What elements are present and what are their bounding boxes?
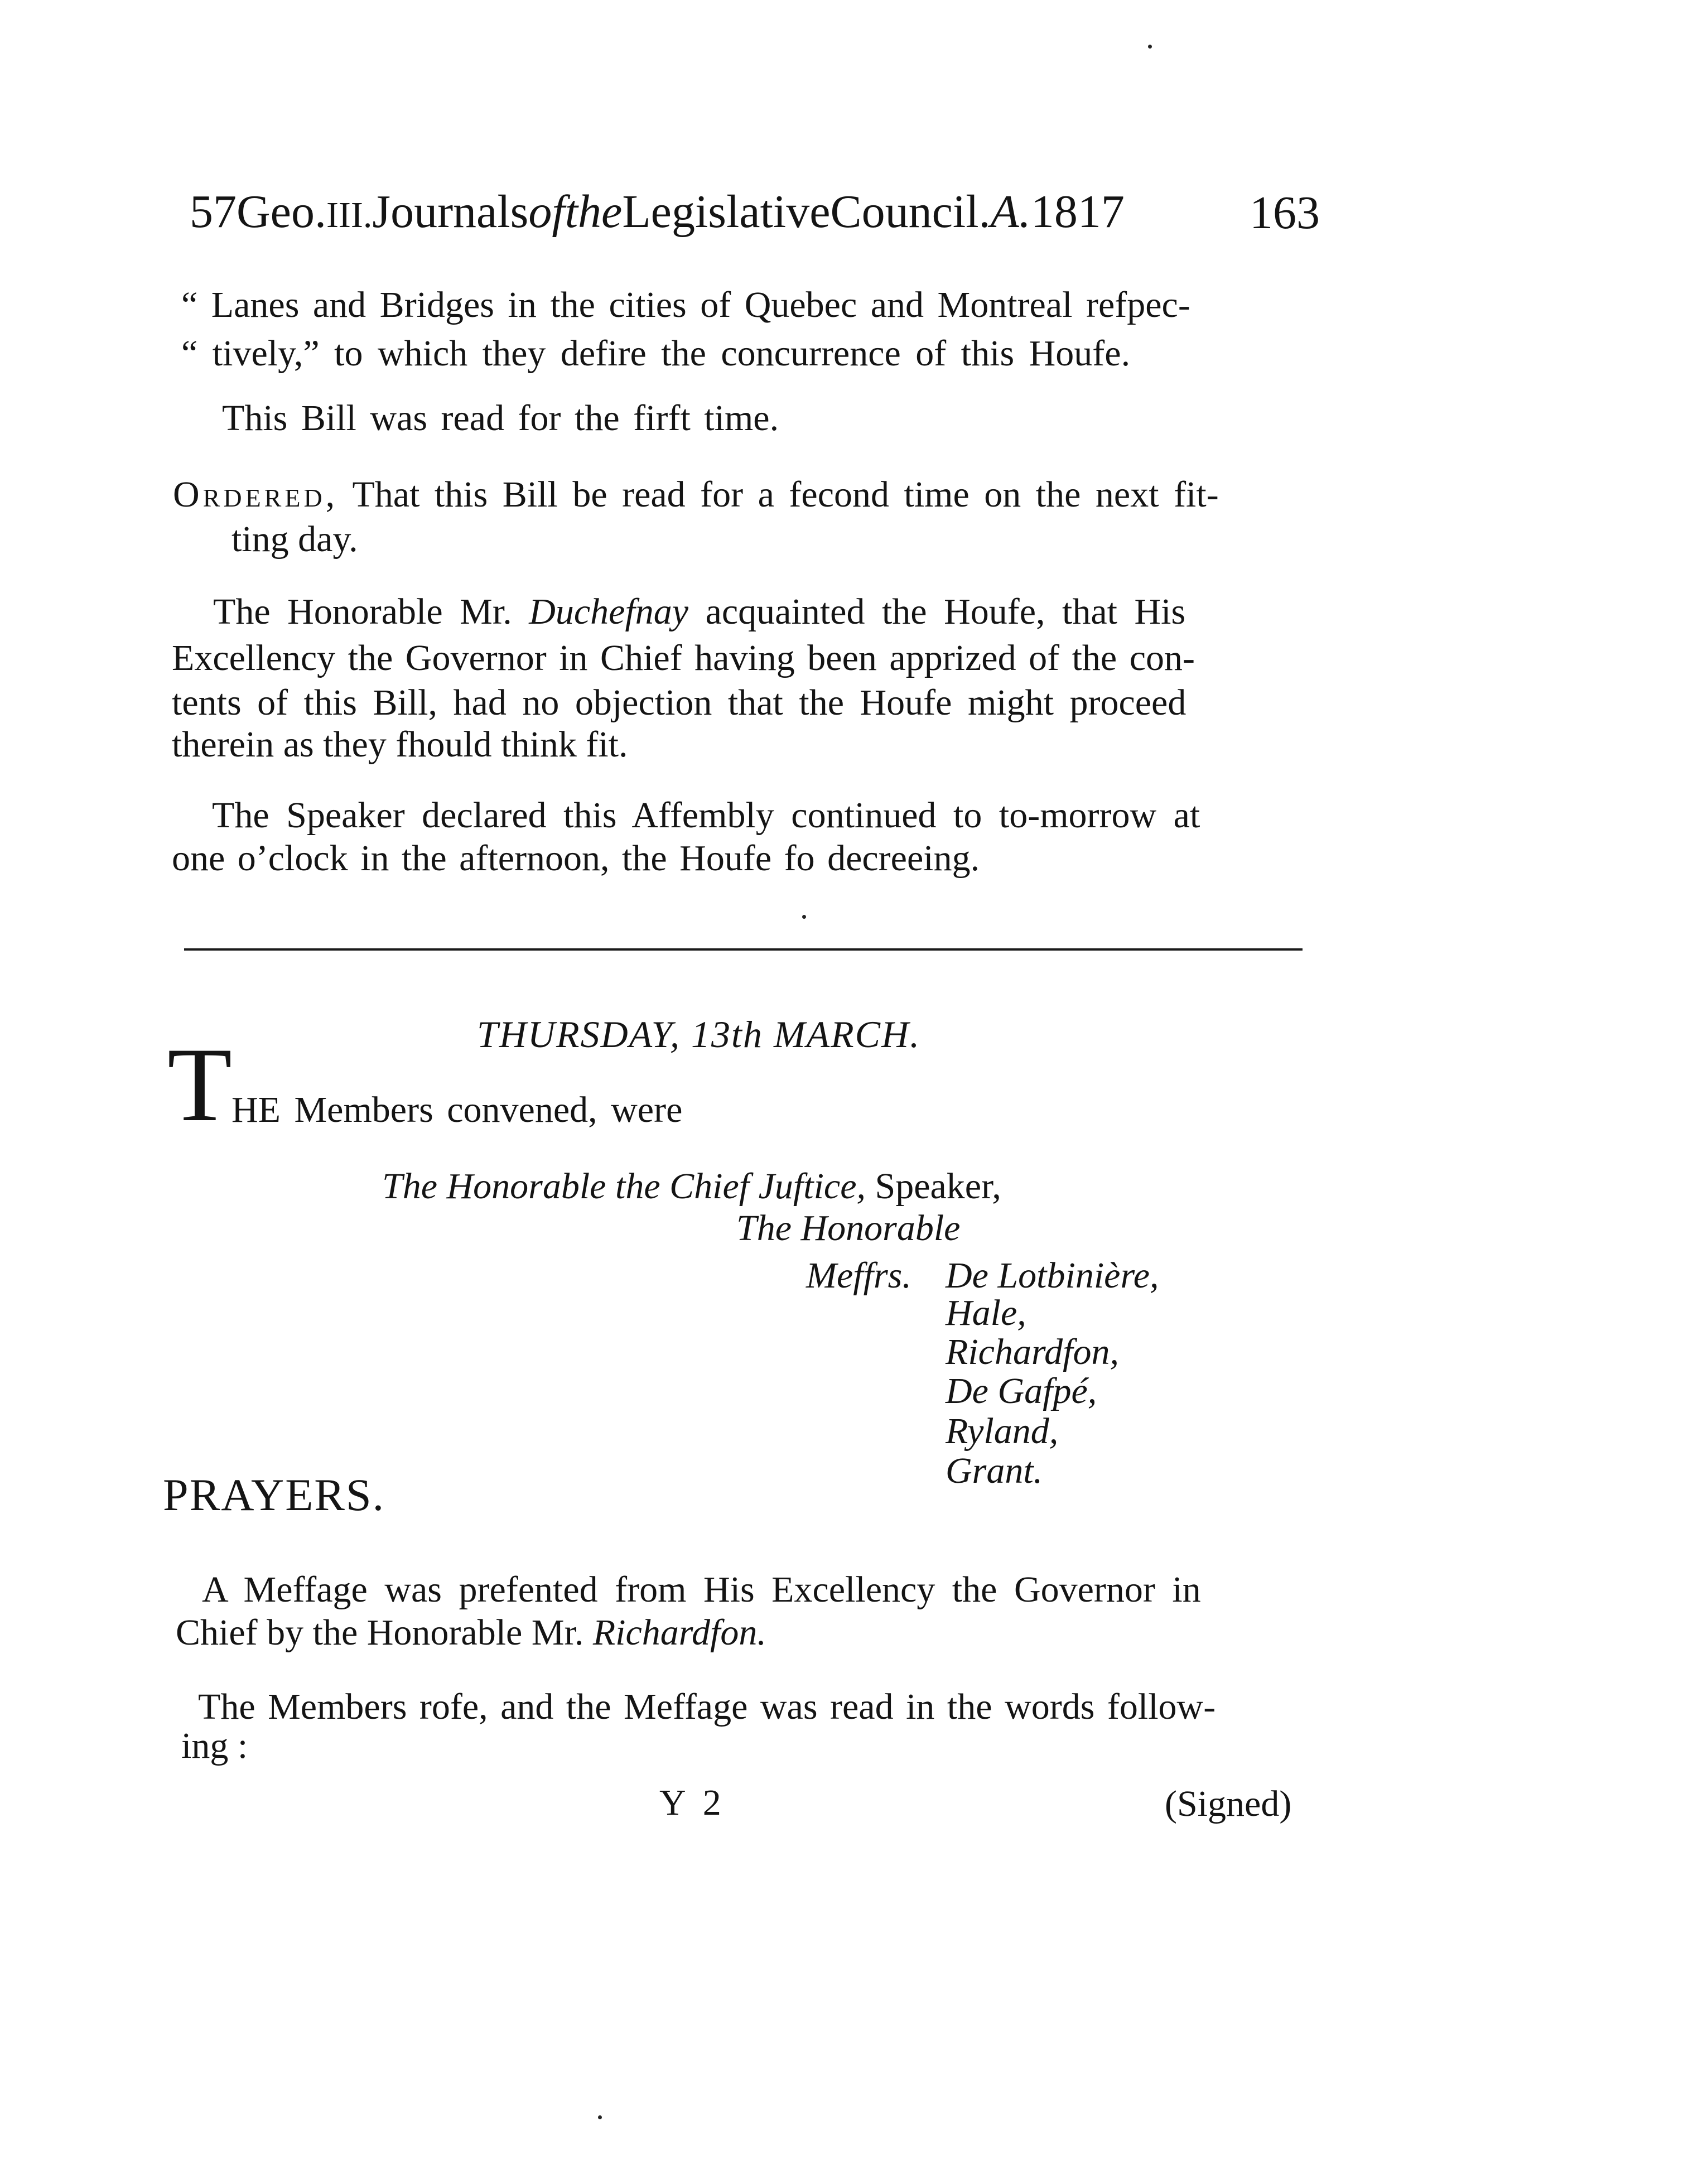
adjournment-line-1: The Speaker declared this Affembly continued to to-morrow at [212, 795, 1200, 836]
signature-mark: Y 2 [659, 1782, 726, 1823]
duchesnay-line-1-b: acquainted the Houfe, that His [705, 591, 1186, 632]
members-intro: HE Members convened, were [231, 1089, 683, 1130]
stray-mark [598, 2115, 602, 2119]
prayers-heading: PRAYERS. [163, 1469, 385, 1520]
header-of-the: ofthe [528, 186, 623, 238]
member-name: Richardfon, [946, 1332, 1120, 1372]
speaker-title: The Honorable the Chief Juftice, [382, 1166, 866, 1207]
member-name: Hale, [946, 1293, 1026, 1333]
para-quote-line-1: “ Lanes and Bridges in the cities of Quebec and Montreal refpec- [181, 285, 1190, 325]
running-header [190, 184, 1125, 243]
duchesnay-line-2: Excellency the Governor in Chief having been apprized of the con- [172, 638, 1195, 678]
member-name: Ryland, [946, 1411, 1059, 1452]
message-line-1: A Meffage was prefented from His Excellency the Governor in [202, 1569, 1201, 1610]
date-heading [477, 1011, 920, 1058]
stray-mark [802, 915, 806, 919]
message-line-2-a: Chief by the Honorable Mr. [176, 1612, 584, 1653]
ordered-text: That this Bill be read for a fecond time on the next fit- [352, 474, 1219, 515]
section-divider [184, 948, 1303, 951]
drop-cap-t: T [167, 1026, 233, 1144]
message-line-2 [176, 1609, 766, 1656]
duchesnay-line-4: therein as they fhould think fit. [172, 724, 628, 765]
header-anno: A. [990, 186, 1031, 238]
honorable-heading: The Honorable [736, 1208, 961, 1248]
members-rose-line-1: The Members rofe, and the Meffage was read in the words follow- [198, 1686, 1216, 1727]
speaker-word: Speaker, [875, 1166, 1001, 1207]
stray-mark [1148, 45, 1152, 49]
duchesnay-line-1 [213, 589, 1185, 635]
header-journals: Journals [372, 186, 529, 238]
members-rose-line-2: ing : [181, 1725, 248, 1766]
messrs-label: Meffrs. [806, 1255, 911, 1296]
first-reading-line: This Bill was read for the firft time. [222, 398, 779, 438]
member-name: Grant. [946, 1450, 1043, 1491]
adjournment-line-2: one o’clock in the afternoon, the Houfe fo decreeing. [172, 838, 980, 879]
header-regnal-numeral: III. [326, 195, 373, 235]
member-name-richardson: Richardfon. [592, 1612, 766, 1653]
para-quote-line-2: “ tively,” to which they defire the concurrence of this Houfe. [181, 333, 1131, 374]
speaker-line [382, 1163, 1001, 1210]
ordered-line-1 [173, 471, 1219, 518]
duchesnay-line-1-a: The Honorable Mr. [213, 591, 512, 632]
catchword: (Signed) [1165, 1783, 1292, 1824]
duchesnay-line-3: tents of this Bill, had no objection that the Houfe might proceed [172, 682, 1186, 723]
date-heading-date: 13th MARCH. [691, 1013, 921, 1055]
header-year: 1817 [1030, 186, 1125, 238]
date-heading-day: THURSDAY, [477, 1013, 681, 1055]
header-council: LegislativeCouncil. [622, 186, 991, 238]
member-name: De Lotbinière, [946, 1255, 1159, 1296]
page-number: 163 [1250, 187, 1320, 239]
header-regnal-year: 57Geo. [190, 186, 326, 238]
ordered-line-2: ting day. [231, 519, 358, 560]
member-name: De Gafpé, [946, 1371, 1097, 1411]
member-name-duchesnay: Duchefnay [529, 591, 689, 632]
ordered-keyword: Ordered, [173, 474, 339, 515]
